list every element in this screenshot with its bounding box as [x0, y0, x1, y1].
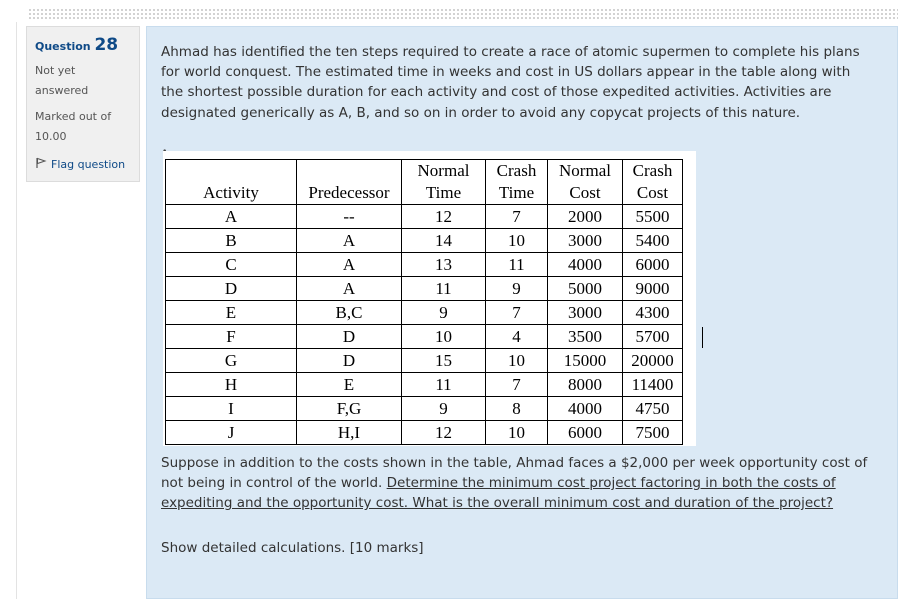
question-content [146, 26, 898, 599]
table-row [166, 301, 683, 325]
cell-crash-time: 9 [486, 277, 548, 301]
flag-icon [35, 157, 47, 172]
table-row [166, 373, 683, 397]
question-number-heading [35, 35, 131, 55]
cell-activity: A [166, 205, 297, 229]
cell-normal-time: 15 [402, 349, 486, 373]
table-row [166, 277, 683, 301]
cell-predecessor: D [297, 325, 402, 349]
cell-predecessor: A [297, 229, 402, 253]
state-line-2: answered [35, 84, 89, 97]
table-row [166, 325, 683, 349]
question-grade [35, 107, 131, 147]
cell-activity: F [166, 325, 297, 349]
header-crash-cost: Crash Cost [623, 160, 683, 205]
question-label: Question [35, 40, 91, 53]
cell-activity: I [166, 397, 297, 421]
cell-crash-cost: 5500 [623, 205, 683, 229]
table-row [166, 205, 683, 229]
cell-crash-cost: 20000 [623, 349, 683, 373]
cell-activity: B [166, 229, 297, 253]
cell-crash-time: 7 [486, 205, 548, 229]
cell-crash-time: 7 [486, 373, 548, 397]
cell-normal-cost: 8000 [548, 373, 623, 397]
cell-crash-time: 10 [486, 349, 548, 373]
cell-activity: G [166, 349, 297, 373]
header-normal-cost: Normal Cost [548, 160, 623, 205]
cell-predecessor: -- [297, 205, 402, 229]
text-cursor-line [702, 327, 703, 348]
cell-normal-cost: 4000 [548, 397, 623, 421]
table-row [166, 253, 683, 277]
cell-crash-cost: 7500 [623, 421, 683, 445]
cell-predecessor: D [297, 349, 402, 373]
cell-predecessor: F,G [297, 397, 402, 421]
question-number: 28 [94, 35, 119, 55]
cell-activity: C [166, 253, 297, 277]
table-row [166, 349, 683, 373]
answer-instruction: Show detailed calculations. [10 marks] [161, 540, 424, 556]
cell-normal-time: 10 [402, 325, 486, 349]
cell-predecessor: A [297, 277, 402, 301]
cell-normal-cost: 5000 [548, 277, 623, 301]
cell-normal-time: 12 [402, 421, 486, 445]
cell-normal-time: 11 [402, 277, 486, 301]
cell-normal-cost: 2000 [548, 205, 623, 229]
cell-crash-time: 4 [486, 325, 548, 349]
cell-predecessor: B,C [297, 301, 402, 325]
header-crash-time: Crash Time [486, 160, 548, 205]
prompt-underlined-text: Determine the minimum cost project factoring in both the costs of expediting and the opportunity cost. What is the overall minimum cost and duration of the project? [161, 475, 836, 511]
left-divider [16, 22, 17, 599]
table-row [166, 397, 683, 421]
cell-crash-cost: 5700 [623, 325, 683, 349]
top-dotted-border [28, 8, 898, 20]
cell-crash-time: 11 [486, 253, 548, 277]
cell-normal-cost: 15000 [548, 349, 623, 373]
header-activity: Activity [166, 160, 297, 205]
cell-activity: D [166, 277, 297, 301]
cell-normal-time: 11 [402, 373, 486, 397]
flag-question-label: Flag question [51, 158, 126, 171]
cell-crash-cost: 6000 [623, 253, 683, 277]
question-intro-text: Ahmad has identified the ten steps required to create a race of atomic supermen to complete his plans for world conquest. The estimated time in weeks and cost in US dollars appear in the table along with the shortest possible duration for each activity and cost of those expedited activities. Activities are designated generically as A, B, and so on in order to avoid any copycat projects of this nature. [161, 44, 860, 121]
grade-line-2: 10.00 [35, 130, 67, 143]
cell-normal-cost: 3000 [548, 301, 623, 325]
cell-predecessor: E [297, 373, 402, 397]
cell-normal-time: 9 [402, 397, 486, 421]
cell-crash-time: 10 [486, 229, 548, 253]
prompt-plain-text: Suppose in addition to the costs shown in the table, Ahmad faces a $2,000 per week opportunity cost of not being in control of the world. [161, 455, 868, 491]
table-header-row [166, 160, 683, 205]
cell-predecessor: H,I [297, 421, 402, 445]
grade-line-1: Marked out of [35, 110, 112, 123]
cell-normal-time: 13 [402, 253, 486, 277]
cell-crash-cost: 5400 [623, 229, 683, 253]
table-row [166, 421, 683, 445]
cell-normal-cost: 6000 [548, 421, 623, 445]
cell-activity: H [166, 373, 297, 397]
table-row [166, 229, 683, 253]
cell-activity: J [166, 421, 297, 445]
header-predecessor: Predecessor [297, 160, 402, 205]
question-state [35, 61, 131, 101]
cell-normal-time: 14 [402, 229, 486, 253]
cell-predecessor: A [297, 253, 402, 277]
flag-question-link[interactable] [35, 157, 131, 172]
cell-crash-time: 8 [486, 397, 548, 421]
cell-crash-cost: 4300 [623, 301, 683, 325]
header-normal-time: Normal Time [402, 160, 486, 205]
cell-activity: E [166, 301, 297, 325]
cell-normal-time: 9 [402, 301, 486, 325]
cell-crash-cost: 11400 [623, 373, 683, 397]
activity-table [165, 159, 683, 445]
cell-normal-time: 12 [402, 205, 486, 229]
question-prompt [161, 453, 873, 513]
cell-crash-cost: 4750 [623, 397, 683, 421]
cell-crash-time: 7 [486, 301, 548, 325]
cell-normal-cost: 3000 [548, 229, 623, 253]
question-info-panel [26, 26, 140, 182]
activity-table-image [163, 151, 696, 446]
cell-crash-time: 10 [486, 421, 548, 445]
cell-normal-cost: 3500 [548, 325, 623, 349]
cell-normal-cost: 4000 [548, 253, 623, 277]
cell-crash-cost: 9000 [623, 277, 683, 301]
state-line-1: Not yet [35, 64, 76, 77]
